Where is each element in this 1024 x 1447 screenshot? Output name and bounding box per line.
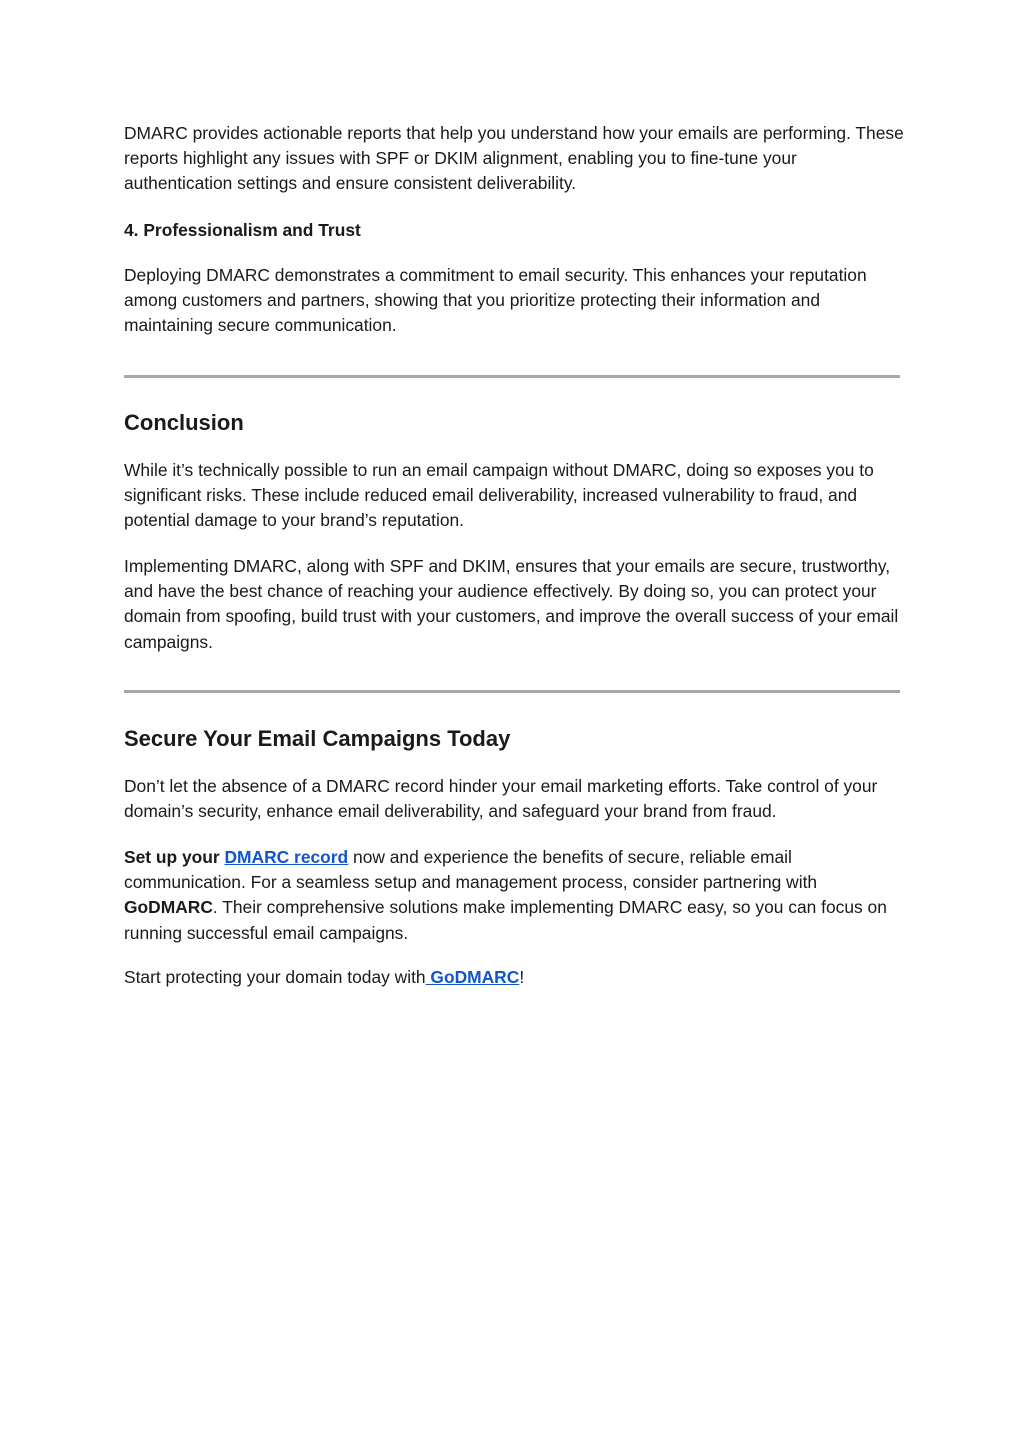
- dmarc-record-link[interactable]: DMARC record: [224, 847, 349, 867]
- horizontal-divider: [124, 375, 900, 378]
- final-cta-punctuation: !: [519, 967, 525, 987]
- paragraph-reports: DMARC provides actionable reports that help you understand how your emails are performing. These reports highlight any issues with SPF or DKIM alignment, enabling you to fine-tune your authentication settings and ensure consistent deliverability.: [124, 123, 904, 194]
- secure-paragraph-intro: Don’t let the absence of a DMARC record hinder your email marketing efforts. Take control of your domain’s security, enhance email deliverability, and safeguard your brand from fraud.: [124, 776, 878, 822]
- setup-text-part2: . Their comprehensive solutions make implementing DMARC easy, so you can focus on running successful email campaigns.: [124, 897, 887, 943]
- conclusion-heading: Conclusion: [124, 410, 244, 435]
- final-cta-paragraph: [124, 965, 904, 990]
- section-heading-professionalism: 4. Professionalism and Trust: [124, 220, 361, 240]
- conclusion-paragraph-implementing: Implementing DMARC, along with SPF and DKIM, ensures that your emails are secure, trustworthy, and have the best chance of reaching your audience effectively. By doing so, you can protect your domain from spoofing, build trust with your customers, and improve the overall success of your email campaigns.: [124, 556, 899, 652]
- secure-campaigns-heading: Secure Your Email Campaigns Today: [124, 726, 511, 751]
- setup-paragraph: [124, 845, 904, 946]
- final-cta-text: Start protecting your domain today with: [124, 967, 426, 987]
- godmarc-link[interactable]: GoDMARC: [425, 967, 520, 987]
- setup-bold-text: Set up your: [124, 847, 225, 867]
- horizontal-divider: [124, 690, 900, 693]
- paragraph-professionalism: Deploying DMARC demonstrates a commitment to email security. This enhances your reputation among customers and partners, showing that you prioritize protecting their information and maintaining secure communication.: [124, 265, 867, 336]
- conclusion-paragraph-risks: While it’s technically possible to run an email campaign without DMARC, doing so exposes you to significant risks. These include reduced email deliverability, increased vulnerability to fraud, and potential damage to your brand’s reputation.: [124, 460, 874, 531]
- godmarc-brand-text: GoDMARC: [124, 897, 213, 918]
- setup-text-part1: now and experience the benefits of secure, reliable email communication. For a seamless setup and management process, consider partnering with: [124, 847, 818, 893]
